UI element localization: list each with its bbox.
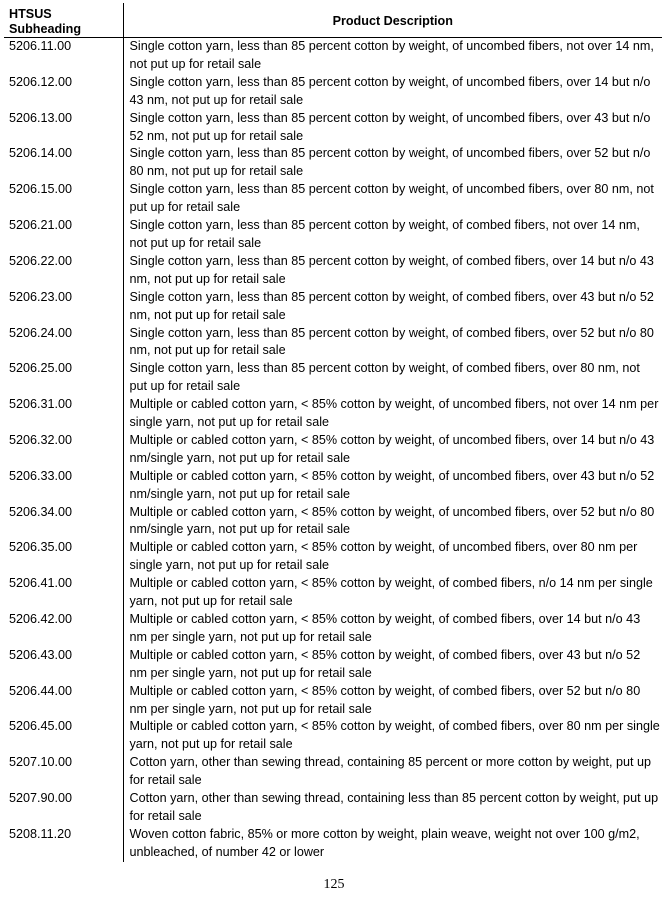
table-row [4,575,662,611]
table-row [4,826,662,862]
product-description: Cotton yarn, other than sewing thread, containing 85 percent or more cotton by weight, put up for retail sale [129,755,652,788]
subheading-code: 5206.45.00 [4,718,123,754]
subheading-code: 5207.90.00 [4,790,123,826]
subheading-code: 5206.22.00 [4,253,123,289]
table-row [4,110,662,146]
product-description: Multiple or cabled cotton yarn, < 85% cotton by weight, of uncombed fibers, over 52 but n/o 80 nm/single yarn, not put up for retail sale [129,504,655,537]
product-description: Single cotton yarn, less than 85 percent cotton by weight, of combed fibers, over 80 nm, not put up for retail sale [129,361,640,394]
subheading-code: 5206.42.00 [4,611,123,647]
product-description: Single cotton yarn, less than 85 percent cotton by weight, of uncombed fibers, over 52 but n/o 80 nm, not put up for retail sale [129,146,651,179]
table-row [4,647,662,683]
table-row [4,38,662,74]
subheading-code: 5206.41.00 [4,575,123,611]
product-description: Single cotton yarn, less than 85 percent cotton by weight, of combed fibers, over 14 but n/o 43 nm, not put up for retail sale [129,253,654,286]
header-htsus-subheading [4,3,123,38]
product-description: Single cotton yarn, less than 85 percent cotton by weight, of uncombed fibers, over 14 but n/o 43 nm, not put up for retail sale [129,74,651,107]
table-row [4,611,662,647]
header-code-line2: Subheading [9,22,82,36]
table-row [4,718,662,754]
subheading-code: 5206.25.00 [4,360,123,396]
table-row [4,790,662,826]
subheading-code: 5206.11.00 [4,38,123,74]
product-description: Multiple or cabled cotton yarn, < 85% cotton by weight, of combed fibers, over 52 but n/o 80 nm per single yarn, not put up for retail sale [129,683,641,716]
table-row [4,754,662,790]
table-header [4,3,662,38]
product-description: Single cotton yarn, less than 85 percent cotton by weight, of uncombed fibers, over 43 but n/o 52 nm, not put up for retail sale [129,110,651,143]
table-row [4,360,662,396]
table-row [4,145,662,181]
product-description: Woven cotton fabric, 85% or more cotton by weight, plain weave, weight not over 100 g/m2, unbleached, of number 42 or lower [129,826,640,859]
subheading-code: 5206.21.00 [4,217,123,253]
subheading-code: 5206.44.00 [4,683,123,719]
subheading-code: 5206.32.00 [4,432,123,468]
product-description: Single cotton yarn, less than 85 percent cotton by weight, of combed fibers, not over 14 nm, not put up for retail sale [129,218,640,250]
product-description: Single cotton yarn, less than 85 percent cotton by weight, of combed fibers, over 43 but n/o 52 nm, not put up for retail sale [129,289,654,322]
subheading-code: 5208.11.20 [4,826,123,862]
subheading-code: 5206.31.00 [4,396,123,432]
table-row [4,396,662,432]
table-row [4,181,662,217]
product-description: Single cotton yarn, less than 85 percent cotton by weight, of combed fibers, over 52 but n/o 80 nm, not put up for retail sale [129,325,654,358]
htsus-table [4,3,662,862]
product-description: Multiple or cabled cotton yarn, < 85% cotton by weight, of uncombed fibers, over 43 but n/o 52 nm/single yarn, not put up for retail sale [129,468,655,501]
header-code-line1: HTSUS [9,7,52,21]
table-row [4,683,662,719]
subheading-code: 5206.43.00 [4,647,123,683]
header-product-description: Product Description [123,3,662,38]
table-row [4,253,662,289]
product-description: Cotton yarn, other than sewing thread, containing less than 85 percent cotton by weight, put up for retail sale [129,791,659,823]
subheading-code: 5206.35.00 [4,539,123,575]
product-description: Multiple or cabled cotton yarn, < 85% cotton by weight, of combed fibers, n/o 14 nm per single yarn, not put up for retail sale [129,576,653,609]
subheading-code: 5206.15.00 [4,181,123,217]
product-description: Multiple or cabled cotton yarn, < 85% cotton by weight, of combed fibers, over 14 but n/o 43 nm per single yarn, not put up for retail sale [129,612,641,644]
table-row [4,325,662,361]
product-description: Multiple or cabled cotton yarn, < 85% cotton by weight, of combed fibers, over 80 nm per single yarn, not put up for retail sale [129,719,660,752]
table-row [4,74,662,110]
table-row [4,504,662,540]
table-row [4,539,662,575]
subheading-code: 5206.33.00 [4,468,123,504]
product-description: Multiple or cabled cotton yarn, < 85% cotton by weight, of uncombed fibers, over 80 nm per single yarn, not put up for retail sale [129,540,638,573]
product-description: Multiple or cabled cotton yarn, < 85% cotton by weight, of combed fibers, over 43 but n/o 52 nm per single yarn, not put up for retail sale [129,647,641,680]
document-page [4,3,662,862]
subheading-code: 5206.24.00 [4,325,123,361]
subheading-code: 5206.34.00 [4,504,123,540]
subheading-code: 5206.14.00 [4,145,123,181]
subheading-code: 5207.10.00 [4,754,123,790]
table-body [4,38,662,862]
product-description: Single cotton yarn, less than 85 percent cotton by weight, of uncombed fibers, over 80 nm, not put up for retail sale [129,182,654,215]
subheading-code: 5206.23.00 [4,289,123,325]
page-number: 125 [323,877,345,892]
table-row [4,217,662,253]
product-description: Multiple or cabled cotton yarn, < 85% cotton by weight, of uncombed fibers, not over 14 nm per single yarn, not put up for retail sale [129,397,659,430]
subheading-code: 5206.12.00 [4,74,123,110]
subheading-code: 5206.13.00 [4,110,123,146]
product-description: Multiple or cabled cotton yarn, < 85% cotton by weight, of uncombed fibers, over 14 but n/o 43 nm/single yarn, not put up for retail sale [129,432,655,465]
product-description: Single cotton yarn, less than 85 percent cotton by weight, of uncombed fibers, not over 14 nm, not put up for retail sale [129,39,654,71]
table-row [4,468,662,504]
table-row [4,289,662,325]
table-row [4,432,662,468]
